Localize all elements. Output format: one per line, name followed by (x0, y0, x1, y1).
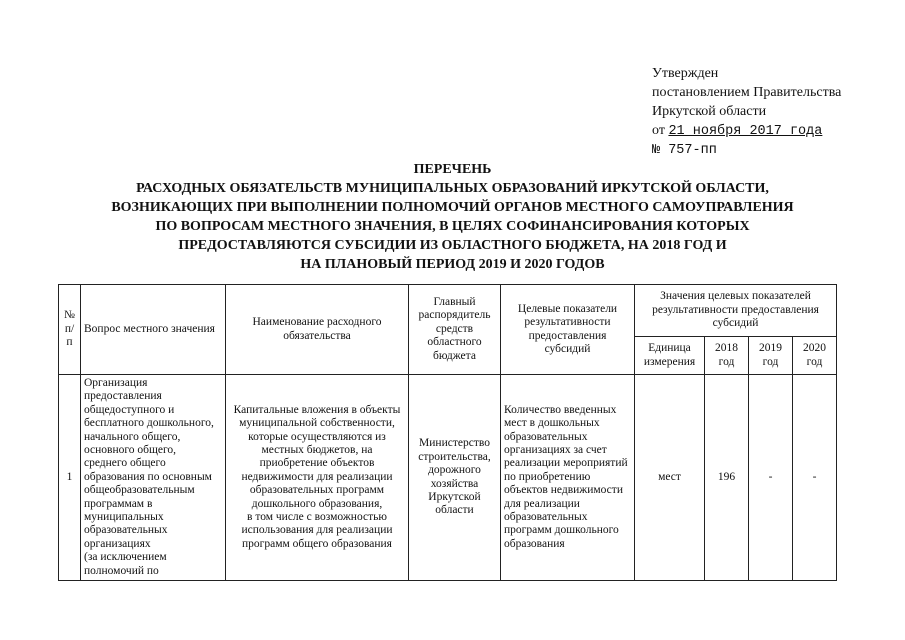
title-line-6: НА ПЛАНОВЫЙ ПЕРИОД 2019 И 2020 ГОДОВ (300, 257, 605, 272)
title-line-4: ПО ВОПРОСАМ МЕСТНОГО ЗНАЧЕНИЯ, В ЦЕЛЯХ СОФИНАНСИРОВАНИЯ КОТОРЫХ (155, 219, 750, 234)
title-line-1: ПЕРЕЧЕНЬ (413, 162, 492, 177)
header-obligation: Наименование расходного обязательства (226, 285, 409, 375)
row-unit: мест (635, 375, 705, 581)
approval-date-value: 21 ноября 2017 года (668, 124, 823, 139)
approval-date-prefix: от (652, 123, 665, 138)
obligations-table (58, 284, 837, 581)
header-2020: 2020 год (793, 337, 837, 375)
table-header-row (59, 285, 837, 337)
header-num: № п/п (59, 285, 81, 375)
header-question: Вопрос местного значения (81, 285, 226, 375)
approval-line-2: постановлением Правительства (652, 85, 842, 100)
approval-number: № 757-пп (652, 143, 717, 158)
approval-line-3: Иркутской области (652, 104, 767, 119)
header-2018: 2018 год (705, 337, 749, 375)
header-2019: 2019 год (749, 337, 793, 375)
title-line-5: ПРЕДОСТАВЛЯЮТСЯ СУБСИДИИ ИЗ ОБЛАСТНОГО БЮДЖЕТА, НА 2018 ГОД И (178, 238, 727, 253)
document-title (50, 160, 855, 274)
row-indicator: Количество введенных мест в дошкольных образовательных организациях за счет реализации мероприятий по приобретению объектов недвижимости для реализации образовательных программ дошкольного образования (501, 375, 635, 581)
row-2018: 196 (705, 375, 749, 581)
row-manager: Министерство строительства, дорожного хозяйства Иркутской области (409, 375, 501, 581)
row-2020: - (793, 375, 837, 581)
row-obligation: Капитальные вложения в объекты муниципальной собственности, которые осуществляются из местных бюджетов, на приобретение объектов недвижимости для реализации образовательных программ дошкольного образования, в том числе с возможностью использования для реализации программ общего образования (226, 375, 409, 581)
approval-date (652, 121, 892, 141)
table-row (59, 375, 837, 581)
header-unit: Единица измерения (635, 337, 705, 375)
approval-line-1: Утвержден (652, 66, 719, 81)
row-2019: - (749, 375, 793, 581)
approval-block (652, 64, 892, 160)
row-question: Организация предоставления общедоступного и бесплатного дошкольного, начального общего, основного общего, среднего общего образования по основным общеобразовательным программам в муниципальных образовательных организациях (за исключением полномочий по (81, 375, 226, 581)
header-manager: Главный распорядитель средств областного бюджета (409, 285, 501, 375)
header-values-group: Значения целевых показателей результативности предоставления субсидий (635, 285, 837, 337)
title-line-2: РАСХОДНЫХ ОБЯЗАТЕЛЬСТВ МУНИЦИПАЛЬНЫХ ОБРАЗОВАНИЙ ИРКУТСКОЙ ОБЛАСТИ, (136, 181, 769, 196)
row-num: 1 (59, 375, 81, 581)
header-indicators: Целевые показатели результативности предоставления субсидий (501, 285, 635, 375)
title-line-3: ВОЗНИКАЮЩИХ ПРИ ВЫПОЛНЕНИИ ПОЛНОМОЧИЙ ОРГАНОВ МЕСТНОГО САМОУПРАВЛЕНИЯ (111, 200, 794, 215)
